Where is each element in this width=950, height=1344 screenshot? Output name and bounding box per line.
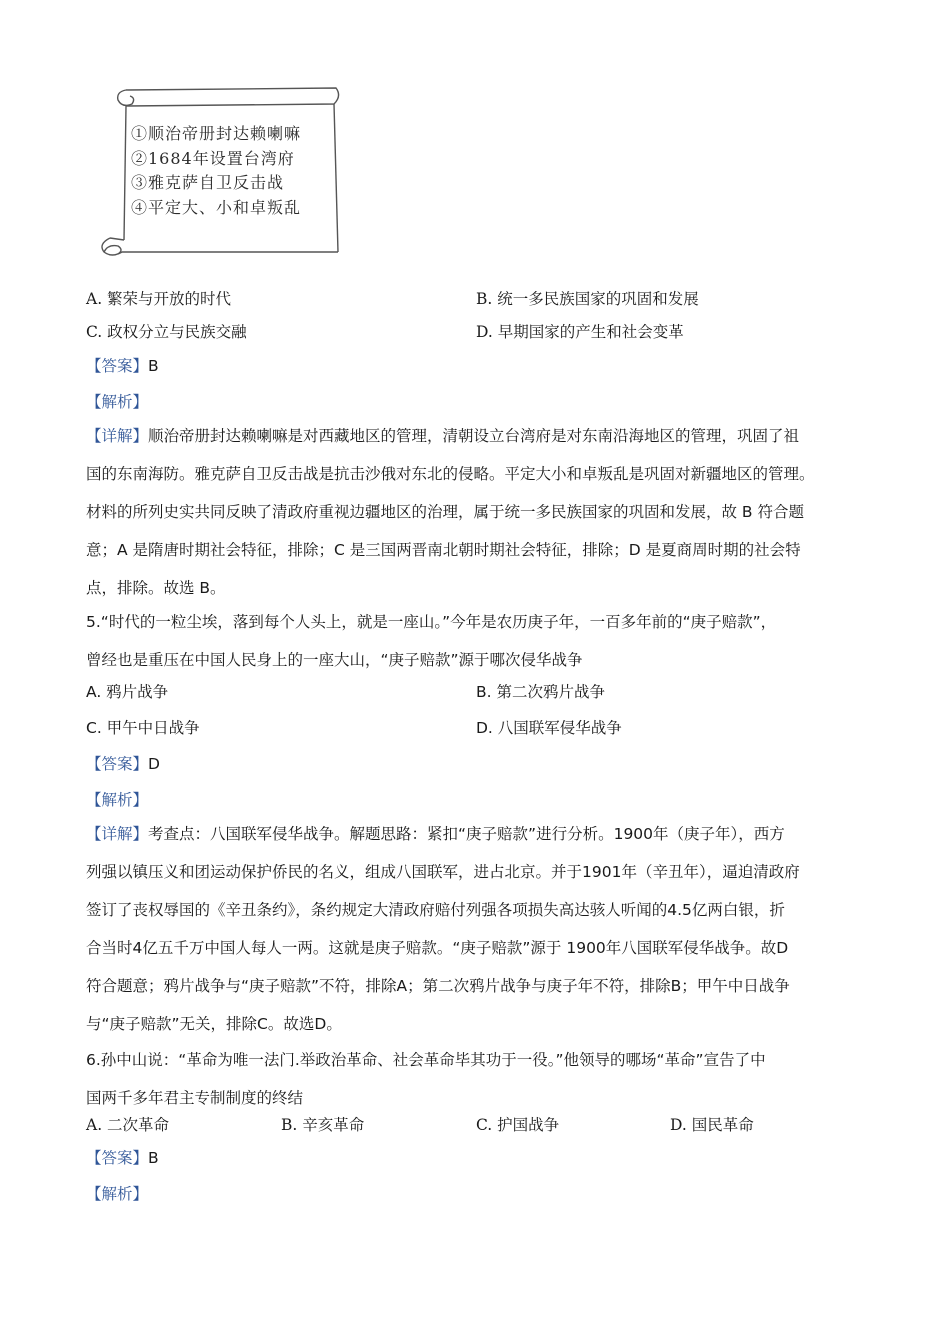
scroll-illustration — [96, 82, 346, 262]
figure-item-1: ①顺治帝册封达赖喇嘛 — [131, 124, 302, 143]
q5-detail-line-3: 签订了丧权辱国的《辛丑条约》，条约规定大清政府赔付列强各项损失高达骇人听闻的4.5亿两白银，折 — [86, 901, 785, 919]
figure-item-3: ③雅克萨自卫反击战 — [131, 173, 285, 192]
q5-analysis-label: 【解析】 — [86, 791, 149, 809]
q6-option-d: D. 国民革命 — [670, 1116, 754, 1134]
q4-detail-line-1: 【详解】顺治帝册封达赖喇嘛是对西藏地区的管理，清朝设立台湾府是对东南沿海地区的管理，巩固了祖 — [86, 427, 800, 445]
q6-option-b: B. 辛亥革命 — [281, 1116, 365, 1134]
q4-option-c: C. 政权分立与民族交融 — [86, 323, 247, 341]
figure-item-2: ②1684年设置台湾府 — [131, 149, 295, 168]
q5-option-a: A. 鸦片战争 — [86, 683, 169, 701]
q6-answer-label: 【答案】 — [86, 1149, 149, 1167]
q4-detail-line-5: 点，排除。故选 B。 — [86, 579, 226, 597]
q6-option-c: C. 护国战争 — [476, 1116, 560, 1134]
q5-detail-line-6: 与“庚子赔款”无关，排除C。故选D。 — [86, 1015, 342, 1033]
q6-answer — [86, 1148, 159, 1168]
q4-option-b: B. 统一多民族国家的巩固和发展 — [476, 290, 699, 308]
q5-detail-line-5: 符合题意；鸦片战争与“庚子赔款”不符，排除A；第二次鸦片战争与庚子年不符，排除B；甲午中日战争 — [86, 977, 790, 995]
q4-answer — [86, 356, 159, 376]
q4-answer-value: B — [148, 357, 159, 375]
q4-detail-line-4: 意；A 是隋唐时期社会特征，排除；C 是三国两晋南北朝时期社会特征，排除；D 是夏商周时期的社会特 — [86, 541, 801, 559]
q5-stem — [86, 612, 866, 688]
q5-option-b: B. 第二次鸦片战争 — [476, 683, 605, 701]
q5-detail-label: 【详解】 — [86, 825, 149, 843]
q5-answer-value: D — [148, 755, 160, 773]
q5-detail-line-1: 【详解】考查点：八国联军侵华战争。解题思路：紧扣“庚子赔款”进行分析。1900年（庚子年），西方 — [86, 825, 785, 843]
q4-answer-label: 【答案】 — [86, 357, 149, 375]
q5-stem-line-2: 曾经也是重压在中国人民身上的一座大山，“庚子赔款”源于哪次侵华战争 — [86, 651, 583, 669]
q4-analysis-label: 【解析】 — [86, 393, 149, 411]
q4-detail-line-3: 材料的所列史实共同反映了清政府重视边疆地区的治理，属于统一多民族国家的巩固和发展，故 B 符合题 — [86, 503, 804, 521]
q4-option-d: D. 早期国家的产生和社会变革 — [476, 323, 684, 341]
figure-item-4: ④平定大、小和卓叛乱 — [131, 198, 302, 217]
q5-detail-line-2: 列强以镇压义和团运动保护侨民的名义，组成八国联军，进占北京。并于1901年（辛丑年），逼迫清政府 — [86, 863, 800, 881]
q5-option-c: C. 甲午中日战争 — [86, 719, 200, 737]
q5-stem-line-1: 5.“时代的一粒尘埃，落到每个人头上，就是一座山。”今年是农历庚子年，一百多年前的“庚子赔款”， — [86, 613, 777, 631]
q6-answer-value: B — [148, 1149, 159, 1167]
q5-detail — [86, 824, 866, 1052]
q6-analysis-label: 【解析】 — [86, 1185, 149, 1203]
q4-detail-line-2: 国的东南海防。雅克萨自卫反击战是抗击沙俄对东北的侵略。平定大小和卓叛乱是巩固对新疆地区的管理。 — [86, 465, 815, 483]
q5-detail-line-4: 合当时4亿五千万中国人每人一两。这就是庚子赔款。“庚子赔款”源于 1900年八国联军侵华战争。故D — [86, 939, 789, 957]
q6-stem-line-1: 6.孙中山说：“革命为唯一法门.举政治革命、社会革命毕其功于一役。”他领导的哪场“革命”宣告了中 — [86, 1051, 766, 1069]
q4-option-a: A. 繁荣与开放的时代 — [86, 290, 232, 308]
q6-stem-line-2: 国两千多年君主专制制度的终结 — [86, 1089, 304, 1107]
q4-detail-label: 【详解】 — [86, 427, 149, 445]
q5-answer — [86, 754, 160, 774]
q4-detail — [86, 426, 866, 616]
q6-option-a: A. 二次革命 — [86, 1116, 170, 1134]
q5-answer-label: 【答案】 — [86, 755, 149, 773]
q5-option-d: D. 八国联军侵华战争 — [476, 719, 622, 737]
